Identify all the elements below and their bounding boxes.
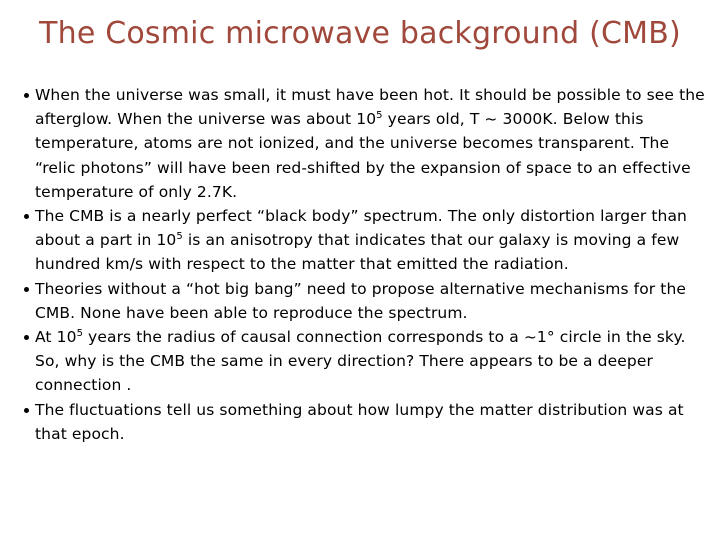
slide-title: The Cosmic microwave background (CMB) <box>39 16 681 51</box>
bullet-dot-icon <box>24 287 29 292</box>
superscript-exponent: 5 <box>176 231 183 243</box>
bullet-text-segment: When the universe was small, it must have been hot. It should be possible to see the afterglow. When the universe was about 10 <box>35 86 705 129</box>
bullet-dot-icon <box>24 408 29 413</box>
bullet-text-segment: years old, T ~ 3000K. Below this temperature, atoms are not ionized, and the universe becomes transparent. The “relic photons” will have been red-shifted by the expansion of space to an effective temperature of only 2.7K. <box>35 110 691 201</box>
bullet-dot-icon <box>24 93 29 98</box>
bullet-dot-icon <box>24 214 29 219</box>
superscript-exponent: 5 <box>76 328 84 340</box>
bullet-text-segment: is an anisotropy that indicates that our galaxy is moving a few hundred km/s with respect to the matter that emitted the radiation. <box>35 231 680 274</box>
bullet-text-segment: years the radius of causal connection corresponds to a ~1° circle in the sky. So, why is the CMB the same in every direction? There appears to be a deeper connection . <box>35 328 686 395</box>
bullet-item <box>24 277 714 325</box>
bullet-text <box>35 277 714 325</box>
bullet-text-segment: At 10 <box>35 328 77 347</box>
bullet-dot-icon <box>24 335 29 340</box>
bullet-item <box>24 204 714 277</box>
bullet-text-segment: Theories without a “hot big bang” need to propose alternative mechanisms for the CMB. None have been able to reproduce the spectrum. <box>35 279 687 322</box>
bullet-text <box>35 83 714 204</box>
superscript-exponent: 5 <box>376 110 383 122</box>
bullet-text <box>35 204 714 277</box>
bullet-item <box>24 83 714 204</box>
bullet-item <box>24 398 714 446</box>
bullet-list <box>24 83 714 446</box>
bullet-text-segment: The fluctuations tell us something about how lumpy the matter distribution was at that epoch. <box>35 400 684 443</box>
bullet-text <box>35 325 714 398</box>
bullet-item <box>24 325 714 398</box>
bullet-text <box>35 398 714 446</box>
bullet-text-segment: The CMB is a nearly perfect “black body” spectrum. The only distortion larger than about a part in 10 <box>35 207 687 250</box>
